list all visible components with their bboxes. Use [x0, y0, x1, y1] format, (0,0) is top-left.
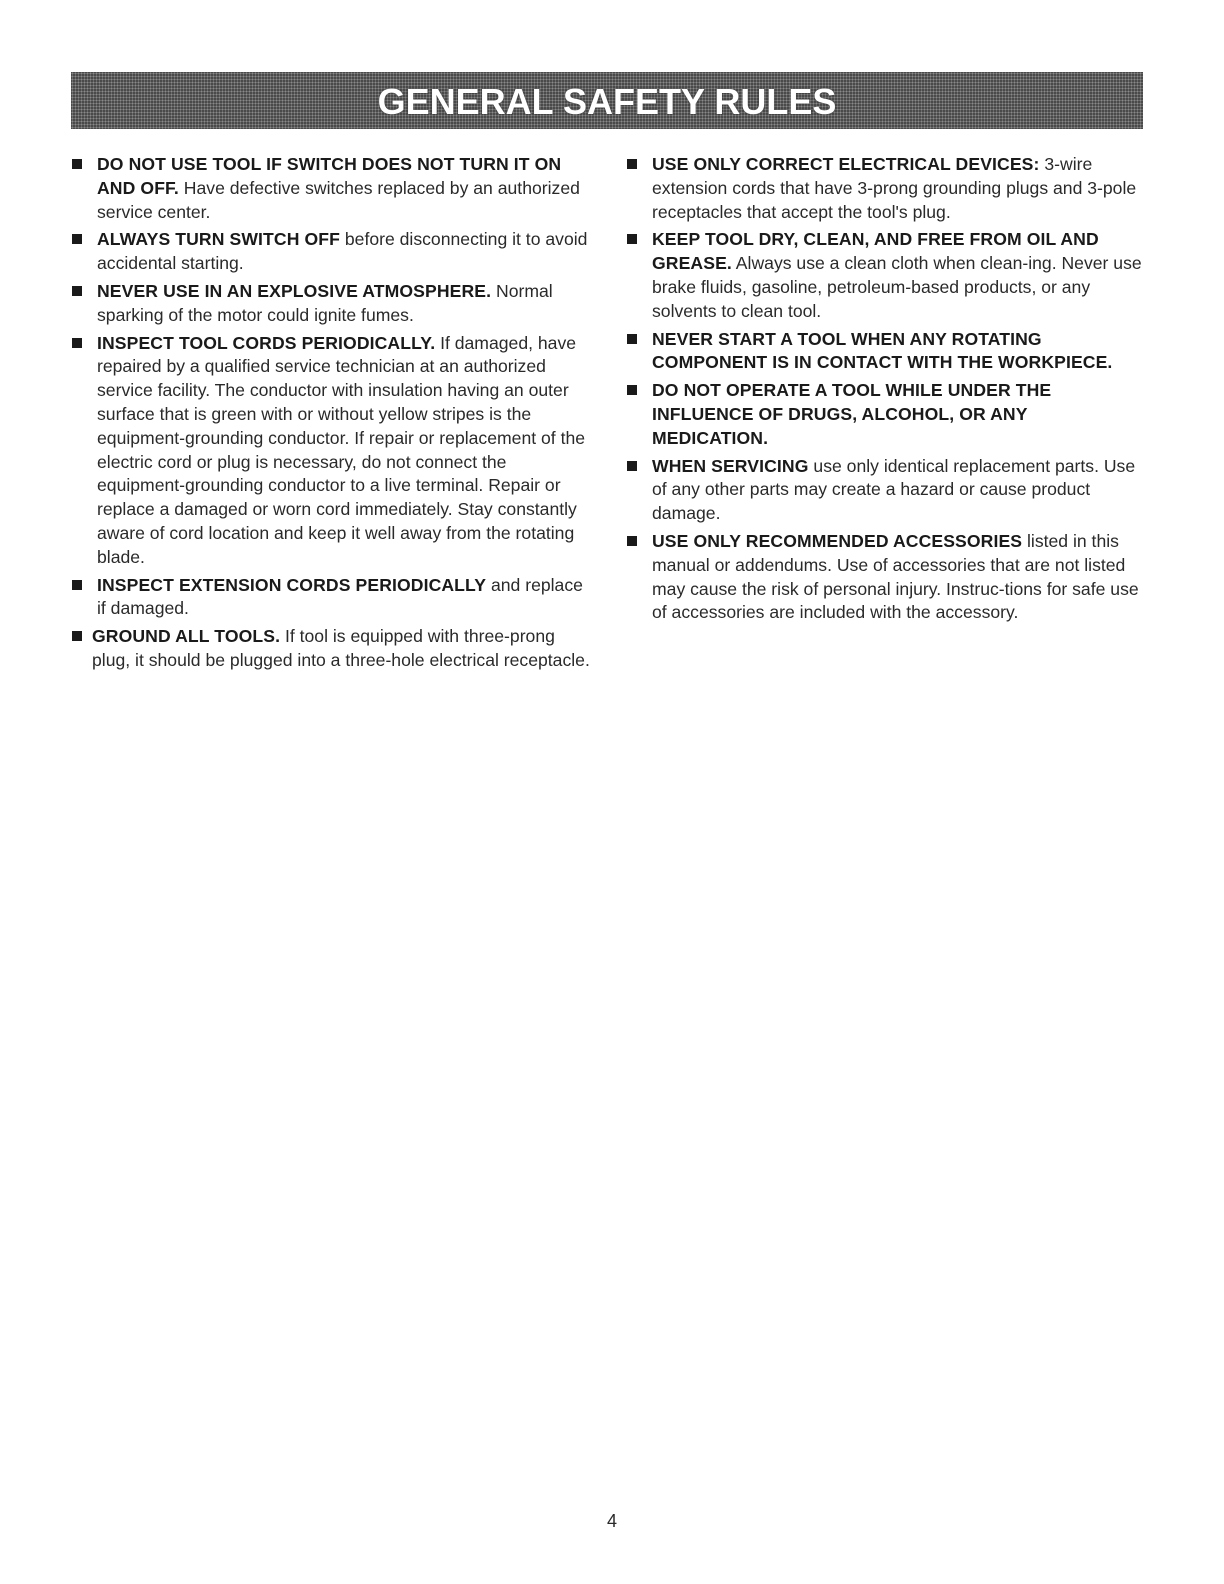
- square-bullet-icon: [72, 631, 82, 641]
- rule-heading: NEVER USE IN AN EXPLOSIVE ATMOSPHERE.: [97, 280, 492, 301]
- rule-heading: USE ONLY RECOMMENDED ACCESSORIES: [652, 530, 1023, 551]
- rule-heading: ALWAYS TURN SWITCH OFF: [97, 229, 340, 250]
- square-bullet-icon: [72, 234, 82, 244]
- page-number: 4: [606, 1511, 617, 1531]
- rule-heading: DO NOT USE TOOL IF SWITCH DOES NOT TURN IT ON AND OFF.: [97, 154, 562, 198]
- square-bullet-icon: [72, 286, 82, 296]
- rule-heading: INSPECT EXTENSION CORDS PERIODICALLY: [97, 574, 487, 595]
- square-bullet-icon: [627, 234, 637, 244]
- rule-heading: NEVER START A TOOL WHEN ANY ROTATING COMPONENT IS IN CONTACT WITH THE WORKPIECE.: [652, 328, 1113, 373]
- rule-item: [72, 625, 592, 673]
- rule-body: If tool is equipped with three-prong plug, it should be plugged into a three-hole electrical receptacle.: [92, 626, 590, 670]
- rule-body: and replace if damaged.: [97, 574, 583, 619]
- rule-item: [627, 455, 1147, 526]
- square-bullet-icon: [72, 338, 82, 348]
- rule-heading: USE ONLY CORRECT ELECTRICAL DEVICES:: [652, 154, 1040, 174]
- rule-item: [627, 379, 1147, 450]
- rule-body: Have defective switches replaced by an authorized service center.: [97, 177, 580, 222]
- rule-body: Always use a clean cloth when clean-ing. Never use brake fluids, gasoline, petroleum-based products, or any solvents to clean tool.: [652, 253, 1142, 321]
- rule-heading: DO NOT OPERATE A TOOL WHILE UNDER THE INFLUENCE OF DRUGS, ALCOHOL, OR ANY MEDICATION.: [652, 380, 1052, 448]
- rule-item: [72, 228, 592, 276]
- rule-item: [72, 280, 592, 328]
- rule-item: [627, 530, 1147, 625]
- square-bullet-icon: [627, 159, 637, 169]
- page-title: GENERAL SAFETY RULES: [377, 80, 837, 122]
- rule-item: [627, 228, 1147, 323]
- square-bullet-icon: [627, 461, 637, 471]
- rule-item: [627, 153, 1147, 224]
- square-bullet-icon: [72, 159, 82, 169]
- rule-item: [72, 153, 592, 224]
- rule-body: If damaged, have repaired by a qualified service technician at an authorized service facility. The conductor with insulation having an outer surface that is green with or without yellow stripes is the equipment-grounding conductor. If repair or replacement of the electric cord or plug is necessary, do not connect the equipment-grounding conductor to a live terminal. Repair or replace a damaged or worn cord immediately. Stay constantly aware of cord location and keep it well away from the rotating blade.: [97, 332, 586, 567]
- rule-item: [627, 328, 1147, 376]
- rule-body: before disconnecting it to avoid accidental starting.: [97, 229, 588, 274]
- rule-body: use only identical replacement parts. Use of any other parts may create a hazard or cause product damage.: [652, 455, 1136, 524]
- square-bullet-icon: [627, 536, 637, 546]
- square-bullet-icon: [627, 334, 637, 344]
- rule-heading: WHEN SERVICING: [652, 455, 809, 476]
- rule-body: 3-wire extension cords that have 3-prong grounding plugs and 3-pole receptacles that accept the tool's plug.: [652, 154, 1137, 222]
- square-bullet-icon: [627, 385, 637, 395]
- rule-item: [72, 574, 592, 622]
- section-banner: [71, 72, 1143, 129]
- right-column: [627, 153, 1147, 629]
- rule-item: [72, 332, 592, 570]
- rule-heading: KEEP TOOL DRY, CLEAN, AND FREE FROM OIL AND GREASE.: [652, 229, 1099, 274]
- rule-heading: GROUND ALL TOOLS.: [92, 626, 281, 647]
- rule-heading: INSPECT TOOL CORDS PERIODICALLY.: [97, 332, 436, 353]
- rule-body: listed in this manual or addendums. Use of accessories that are not listed may cause the risk of personal injury. Instruc-tions for safe use of accessories are included with the accessory.: [652, 530, 1139, 623]
- square-bullet-icon: [72, 580, 82, 590]
- left-column: [72, 153, 592, 677]
- rule-body: Normal sparking of the motor could ignite fumes.: [97, 280, 553, 325]
